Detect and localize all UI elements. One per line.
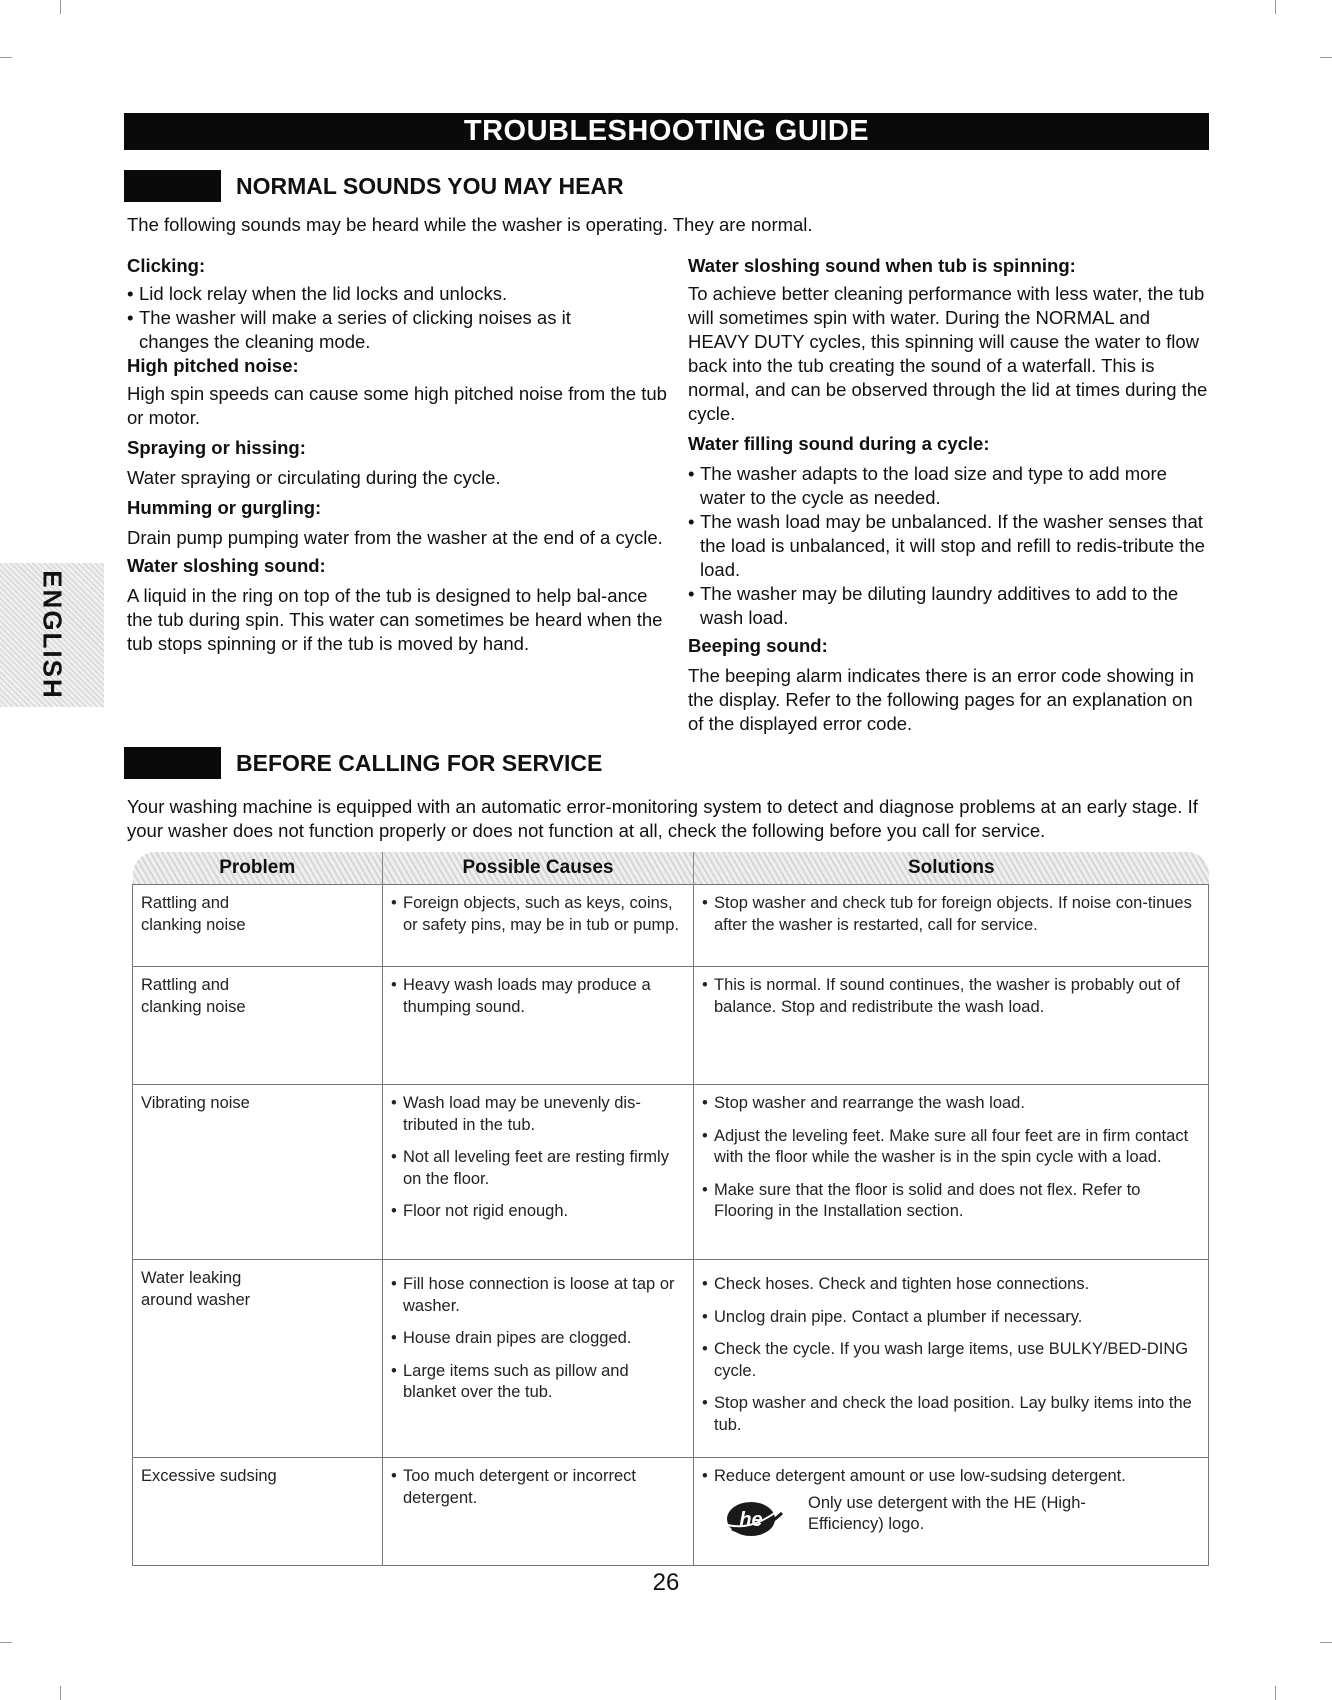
crop-mark <box>0 1642 12 1643</box>
language-tab <box>0 563 104 707</box>
solutions-cell <box>694 967 1209 1085</box>
humming-text: Drain pump pumping water from the washer at the end of a cycle. <box>127 527 663 548</box>
causes-cell <box>383 1260 694 1458</box>
problem-text: clanking noise <box>141 997 246 1016</box>
crop-mark <box>60 1686 61 1700</box>
solutions-cell <box>694 885 1209 967</box>
causes-cell <box>383 967 694 1085</box>
he-note-text: Only use detergent with the HE (High-Efficiency) logo. <box>808 1493 1086 1533</box>
list-item: • Heavy wash loads may produce a thumping sound. <box>391 975 685 1018</box>
section-intro: The following sounds may be heard while the washer is operating. They are normal. <box>127 214 813 235</box>
problem-cell <box>133 1260 383 1458</box>
he-logo-icon <box>724 1499 786 1539</box>
clicking-list <box>127 282 672 354</box>
list-item: • Lid lock relay when the lid locks and unlocks. <box>127 282 672 306</box>
filling-title: Water filling sound during a cycle: <box>688 433 990 454</box>
list-item: • The wash load may be unbalanced. If the washer senses that the load is unbalanced, it will stop and refill to redis-tribute the load. <box>688 510 1208 582</box>
causes-cell <box>383 885 694 967</box>
service-intro: Your washing machine is equipped with an automatic error-monitoring system to detect and diagnose problems at an early stage. If your washer does not function properly or does not function at all, check the following before you call for service. <box>127 796 1198 841</box>
list-item: • Reduce detergent amount or use low-sudsing detergent. <box>702 1466 1200 1488</box>
list-item: • The washer adapts to the load size and type to add more water to the cycle as needed. <box>688 462 1208 510</box>
crop-mark <box>1320 1642 1332 1643</box>
list-item: • Make sure that the floor is solid and does not flex. Refer to Flooring in the Installation section. <box>702 1180 1200 1223</box>
problem-text: around washer <box>141 1290 251 1309</box>
problem-text: clanking noise <box>141 915 246 934</box>
list-item: • Too much detergent or incorrect detergent. <box>391 1466 685 1509</box>
table-row <box>133 1085 1209 1260</box>
solutions-cell <box>694 1260 1209 1458</box>
list-item: • Stop washer and rearrange the wash load. <box>702 1093 1200 1115</box>
high-pitched-title: High pitched noise: <box>127 355 299 376</box>
beeping-text: The beeping alarm indicates there is an error code showing in the display. Refer to the following pages for an explanation on of the displayed error code. <box>688 665 1194 734</box>
section-heading-text: NORMAL SOUNDS YOU MAY HEAR <box>236 173 624 199</box>
language-tab-label: ENGLISH <box>37 570 68 700</box>
clicking-title: Clicking: <box>127 255 206 276</box>
sloshing-spin-text: To achieve better cleaning performance with less water, the tub will sometimes spin with water. During the NORMAL and HEAVY DUTY cycles, this spinning will cause the water to flow back into the tub creating the sound of a waterfall. This is normal, and can be observed through the lid at times during the cycle. <box>688 283 1208 424</box>
solutions-cell <box>694 1085 1209 1260</box>
spraying-text: Water spraying or circulating during the cycle. <box>127 467 501 488</box>
problem-cell <box>133 1458 383 1566</box>
heading-block <box>124 170 221 202</box>
humming-title: Humming or gurgling: <box>127 497 322 518</box>
problem-cell <box>133 1085 383 1260</box>
section-heading-text: BEFORE CALLING FOR SERVICE <box>236 750 603 776</box>
list-item: • Floor not rigid enough. <box>391 1201 685 1223</box>
sloshing-text: A liquid in the ring on top of the tub is designed to help bal-ance the tub during spin. This water can sometimes be heard when the tub stops spinning or if the tub is moved by hand. <box>127 585 663 654</box>
he-note <box>702 1493 1200 1539</box>
heading-block <box>124 747 221 779</box>
list-item: • Stop washer and check the load position. Lay bulky items into the tub. <box>702 1393 1200 1436</box>
problem-cell <box>133 967 383 1085</box>
list-item: • Large items such as pillow and blanket over the tub. <box>391 1361 685 1404</box>
causes-cell <box>383 1458 694 1566</box>
list-item: • Wash load may be unevenly dis-tributed in the tub. <box>391 1093 685 1136</box>
list-item: • The washer will make a series of clicking noises as it changes the cleaning mode. <box>127 306 619 354</box>
troubleshooting-table <box>132 852 1209 1566</box>
solutions-cell <box>694 1458 1209 1566</box>
beeping-title: Beeping sound: <box>688 635 828 656</box>
list-item: • Check the cycle. If you wash large items, use BULKY/BED-DING cycle. <box>702 1339 1200 1382</box>
column-header-solutions: Solutions <box>694 852 1209 885</box>
crop-mark <box>60 0 61 14</box>
list-item: • Foreign objects, such as keys, coins, or safety pins, may be in tub or pump. <box>391 893 685 936</box>
filling-list <box>688 462 1208 630</box>
crop-mark <box>1275 1686 1276 1700</box>
crop-mark <box>1320 57 1332 58</box>
table-row <box>133 1458 1209 1566</box>
column-header-problem: Problem <box>133 852 383 885</box>
problem-cell <box>133 885 383 967</box>
list-item: • Fill hose connection is loose at tap or washer. <box>391 1274 685 1317</box>
spraying-title: Spraying or hissing: <box>127 437 306 458</box>
list-item: • The washer may be diluting laundry additives to add to the wash load. <box>688 582 1208 630</box>
problem-text: Water leaking <box>141 1269 242 1287</box>
list-item: • Not all leveling feet are resting firmly on the floor. <box>391 1147 685 1190</box>
problem-text: Rattling and <box>141 976 230 994</box>
he-logo-text: he <box>739 1508 763 1531</box>
page-number: 26 <box>652 1569 680 1596</box>
problem-text: Vibrating noise <box>141 1094 250 1112</box>
list-item: • Unclog drain pipe. Contact a plumber if necessary. <box>702 1307 1200 1329</box>
sloshing-spin-title: Water sloshing sound when tub is spinning: <box>688 255 1076 276</box>
list-item: • House drain pipes are clogged. <box>391 1328 685 1350</box>
table-row <box>133 967 1209 1085</box>
sloshing-title: Water sloshing sound: <box>127 555 326 576</box>
problem-text: Excessive sudsing <box>141 1467 277 1485</box>
list-item: • This is normal. If sound continues, the washer is probably out of balance. Stop and redistribute the wash load. <box>702 975 1200 1018</box>
left-column <box>127 254 672 656</box>
crop-mark <box>1275 0 1276 14</box>
causes-cell <box>383 1085 694 1260</box>
list-item: • Stop washer and check tub for foreign objects. If noise con-tinues after the washer is restarted, call for service. <box>702 893 1200 936</box>
table-row <box>133 1260 1209 1458</box>
list-item: • Adjust the leveling feet. Make sure all four feet are in firm contact with the floor while the washer is in the spin cycle with a load. <box>702 1126 1200 1169</box>
high-pitched-text: High spin speeds can cause some high pitched noise from the tub or motor. <box>127 383 667 428</box>
table-row <box>133 885 1209 967</box>
column-header-causes: Possible Causes <box>383 852 694 885</box>
problem-text: Rattling and <box>141 894 230 912</box>
list-item: • Check hoses. Check and tighten hose connections. <box>702 1274 1200 1296</box>
crop-mark <box>0 57 12 58</box>
page-title: TROUBLESHOOTING GUIDE <box>124 113 1209 150</box>
right-column <box>688 254 1208 736</box>
